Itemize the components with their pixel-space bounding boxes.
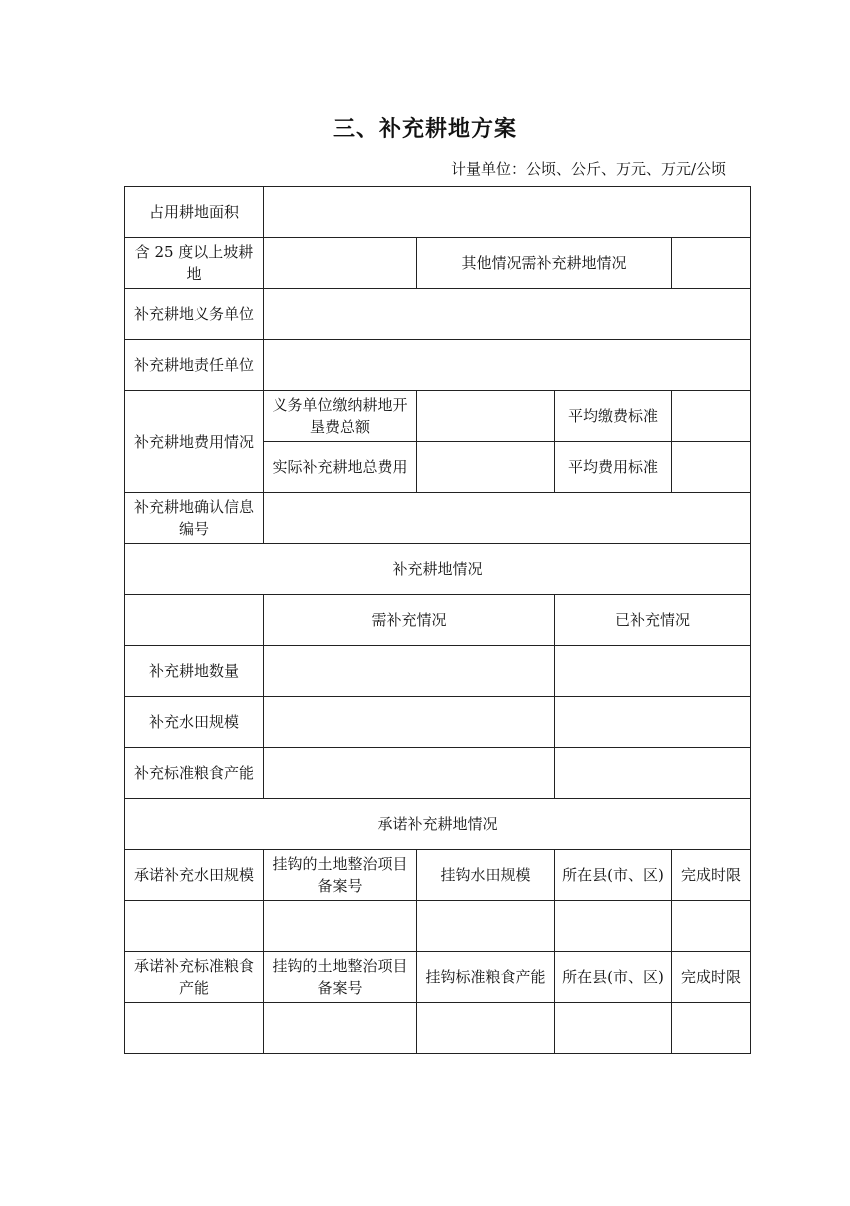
obligation-unit-field[interactable] (264, 289, 751, 340)
county-header: 所在县(市、区) (555, 952, 672, 1003)
supplement-grain-label: 补充标准粮食产能 (125, 748, 264, 799)
table-row (125, 1003, 751, 1054)
table-row (125, 187, 751, 238)
linked-grain-capacity-header: 挂钩标准粮食产能 (417, 952, 555, 1003)
table-row (125, 952, 751, 1003)
table-row (125, 697, 751, 748)
occupied-area-field[interactable] (264, 187, 751, 238)
supplement-section-heading: 补充耕地情况 (125, 544, 751, 595)
table-row (125, 646, 751, 697)
linked-project-no-field[interactable] (264, 901, 417, 952)
supplement-paddy-needed-field[interactable] (264, 697, 555, 748)
page-title: 三、补充耕地方案 (332, 117, 517, 142)
linked-project-no-header: 挂钩的土地整治项目备案号 (264, 850, 417, 901)
table-row (125, 850, 751, 901)
supplement-grain-needed-field[interactable] (264, 748, 555, 799)
measurement-units: 计量单位：公顷、公斤、万元、万元/公顷 (450, 160, 726, 178)
deadline-header: 完成时限 (672, 952, 751, 1003)
cost-label: 补充耕地费用情况 (125, 391, 264, 493)
deadline-header: 完成时限 (672, 850, 751, 901)
done-column-header: 已补充情况 (555, 595, 751, 646)
supplement-quantity-done-field[interactable] (555, 646, 751, 697)
confirm-no-label: 补充耕地确认信息编号 (125, 493, 264, 544)
confirm-no-field[interactable] (264, 493, 751, 544)
county-field[interactable] (555, 901, 672, 952)
deadline-field[interactable] (672, 1003, 751, 1054)
responsible-unit-label: 补充耕地责任单位 (125, 340, 264, 391)
table-row (125, 544, 751, 595)
linked-project-no-header: 挂钩的土地整治项目备案号 (264, 952, 417, 1003)
linked-project-no-field[interactable] (264, 1003, 417, 1054)
obligation-unit-label: 补充耕地义务单位 (125, 289, 264, 340)
supplement-grain-done-field[interactable] (555, 748, 751, 799)
avg-paid-label: 平均缴费标准 (555, 391, 672, 442)
table-row (125, 391, 751, 442)
avg-cost-field[interactable] (672, 442, 751, 493)
linked-paddy-scale-field[interactable] (417, 901, 555, 952)
slope-land-field[interactable] (264, 238, 417, 289)
avg-paid-field[interactable] (672, 391, 751, 442)
other-supplement-label: 其他情况需补充耕地情况 (417, 238, 672, 289)
actual-total-label: 实际补充耕地总费用 (264, 442, 417, 493)
table-row (125, 289, 751, 340)
county-field[interactable] (555, 1003, 672, 1054)
other-supplement-field[interactable] (672, 238, 751, 289)
table-row (125, 748, 751, 799)
paid-total-field[interactable] (417, 391, 555, 442)
table-row (125, 799, 751, 850)
promise-grain-field[interactable] (125, 1003, 264, 1054)
needed-column-header: 需补充情况 (264, 595, 555, 646)
responsible-unit-field[interactable] (264, 340, 751, 391)
actual-total-field[interactable] (417, 442, 555, 493)
table-row (125, 493, 751, 544)
promise-paddy-field[interactable] (125, 901, 264, 952)
supplement-paddy-done-field[interactable] (555, 697, 751, 748)
paid-total-label: 义务单位缴纳耕地开垦费总额 (264, 391, 417, 442)
table-row (125, 595, 751, 646)
occupied-area-label: 占用耕地面积 (125, 187, 264, 238)
county-header: 所在县(市、区) (555, 850, 672, 901)
empty-header-cell (125, 595, 264, 646)
slope-land-label: 含 25 度以上坡耕地 (125, 238, 264, 289)
promise-paddy-header: 承诺补充水田规模 (125, 850, 264, 901)
supplement-paddy-label: 补充水田规模 (125, 697, 264, 748)
supplement-quantity-needed-field[interactable] (264, 646, 555, 697)
linked-paddy-scale-header: 挂钩水田规模 (417, 850, 555, 901)
table-row (125, 238, 751, 289)
promise-grain-header: 承诺补充标准粮食产能 (125, 952, 264, 1003)
avg-cost-label: 平均费用标准 (555, 442, 672, 493)
table-row (125, 901, 751, 952)
farmland-plan-table (124, 186, 751, 1054)
deadline-field[interactable] (672, 901, 751, 952)
table-row (125, 340, 751, 391)
promise-section-heading: 承诺补充耕地情况 (125, 799, 751, 850)
linked-grain-capacity-field[interactable] (417, 1003, 555, 1054)
supplement-quantity-label: 补充耕地数量 (125, 646, 264, 697)
